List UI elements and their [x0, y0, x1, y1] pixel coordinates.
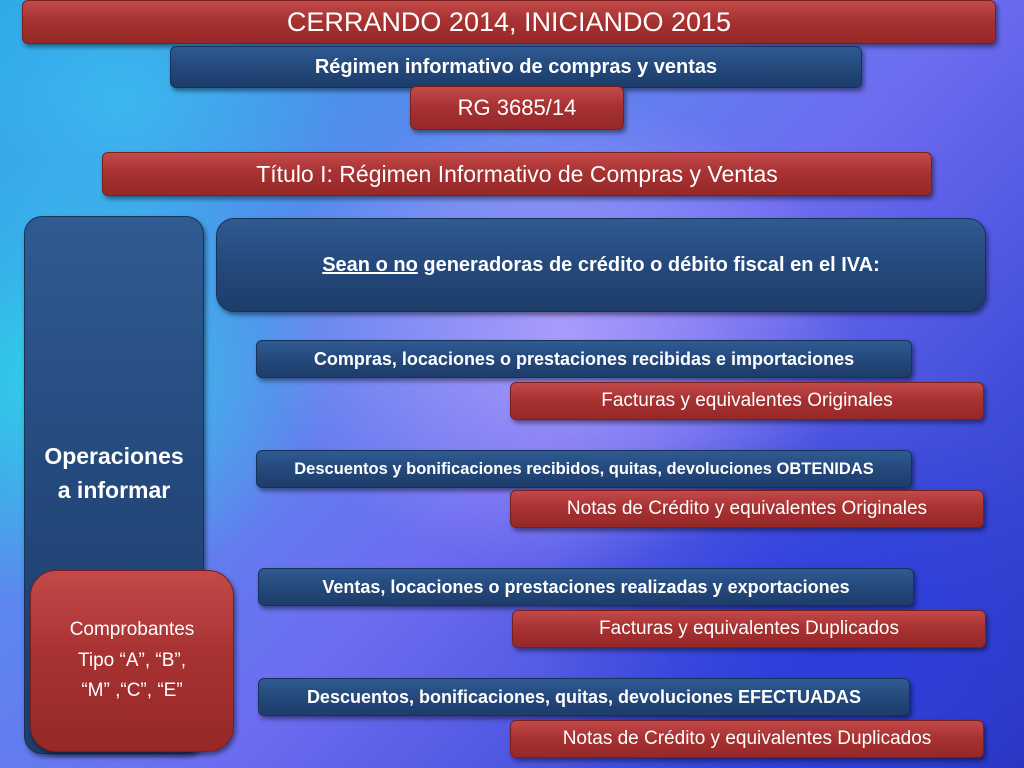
document-credit-notes-originals: Notas de Crédito y equivalentes Originales: [510, 490, 984, 528]
operation-purchases: Compras, locaciones o prestaciones recibidas e importaciones: [256, 340, 912, 378]
scope-header: [216, 218, 986, 312]
operation-discounts-made: Descuentos, bonificaciones, quitas, devoluciones EFECTUADAS: [258, 678, 910, 716]
operation-discounts-obtained: Descuentos y bonificaciones recibidos, quitas, devoluciones OBTENIDAS: [256, 450, 912, 488]
operations-label-line1: Operaciones: [44, 442, 184, 469]
resolution-badge: RG 3685/14: [410, 86, 624, 130]
main-title: CERRANDO 2014, INICIANDO 2015: [22, 0, 996, 44]
section-title: Título I: Régimen Informativo de Compras y Ventas: [102, 152, 932, 196]
vouchers-box: [30, 570, 234, 752]
operation-sales: Ventas, locaciones o prestaciones realizadas y exportaciones: [258, 568, 914, 606]
scope-underlined: Sean o no: [322, 253, 418, 276]
document-sales: Facturas y equivalentes Duplicados: [512, 610, 986, 648]
vouchers-line2: Tipo “A”, “B”,: [77, 649, 187, 671]
scope-text: generadoras de crédito o débito fiscal en el IVA:: [417, 253, 880, 276]
vouchers-text: [70, 615, 195, 706]
operations-label-line2: a informar: [57, 477, 171, 503]
document-purchases: Facturas y equivalentes Originales: [510, 382, 984, 420]
subtitle-banner: Régimen informativo de compras y ventas: [170, 46, 862, 88]
vouchers-line1: Comprobantes: [69, 619, 195, 641]
vouchers-line3: “M” ,“C”, “E”: [81, 680, 183, 702]
document-credit-notes-duplicates: Notas de Crédito y equivalentes Duplicados: [510, 720, 984, 758]
